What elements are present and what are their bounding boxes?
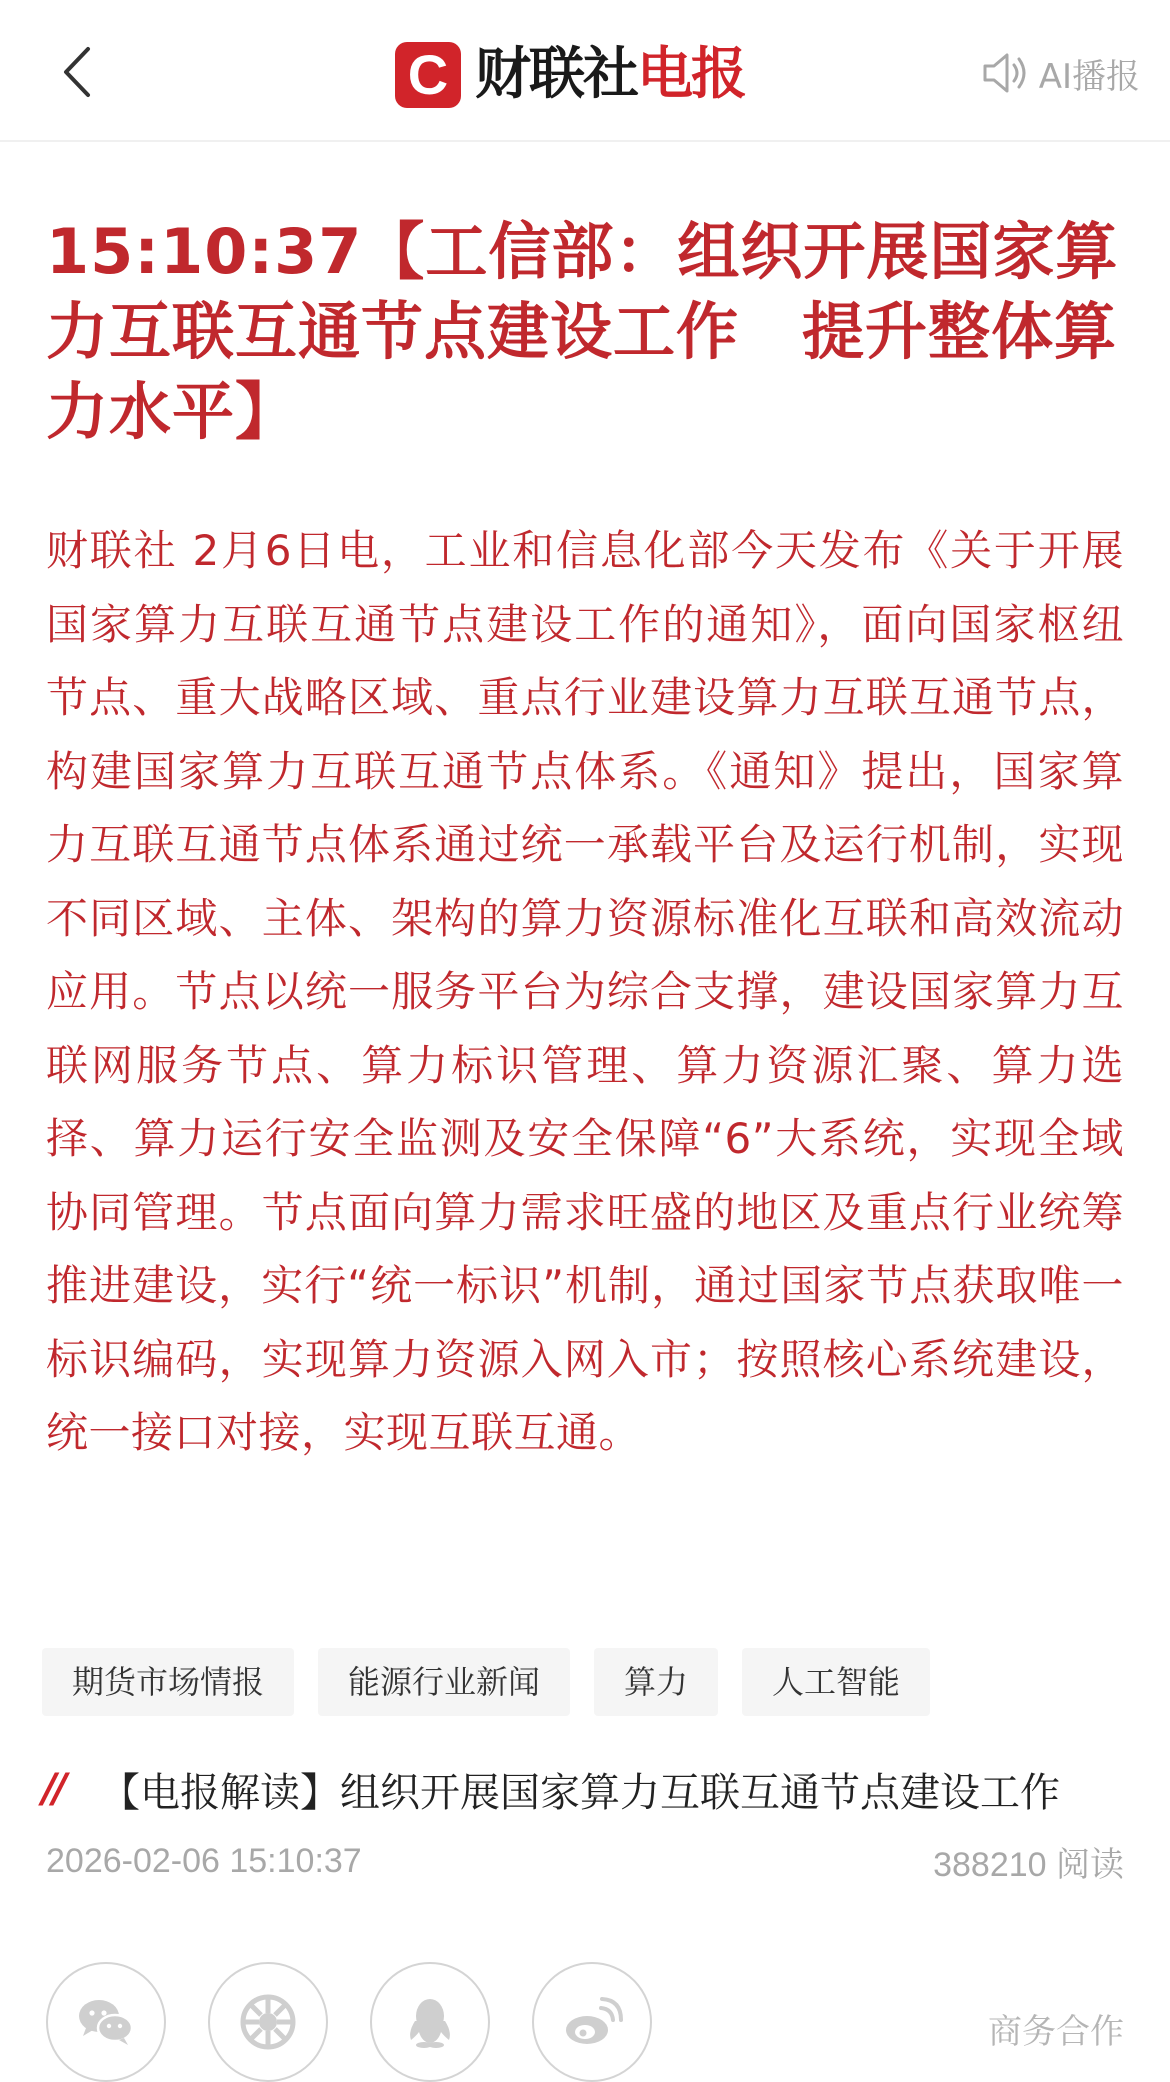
double-slash-icon: //: [42, 1766, 64, 1812]
related-interpretation-link[interactable]: [42, 1756, 1132, 1822]
share-bar: [46, 1962, 652, 2082]
weibo-icon: [560, 1990, 624, 2054]
share-wechat-button[interactable]: [46, 1962, 166, 2082]
tag-computing-power[interactable]: 算力: [594, 1648, 718, 1716]
moments-icon: [236, 1990, 300, 2054]
brand-name-part2: 电报: [637, 42, 745, 107]
ai-broadcast-label: AI播报: [1038, 56, 1140, 97]
brand-name-part1: 财联社: [475, 42, 637, 107]
publish-datetime: 2026-02-06 15:10:37: [46, 1841, 362, 1880]
tag-list: [42, 1648, 930, 1716]
article-body: 财联社 2月6日电，工业和信息化部今天发布《关于开展国家算力互联互通节点建设工作的通知》，面向国家枢纽节点、重大战略区域、重点行业建设算力互联互通节点，构建国家算力互联互通节点体系。《通知》提出，国家算力互联互通节点体系通过统一承载平台及运行机制，实现不同区域、主体、架构的算力资源标准化互联和高效流动应用。节点以统一服务平台为综合支撑，建设国家算力互联网服务节点、算力标识管理、算力资源汇聚、算力选择、算力运行安全监测及安全保障“6”大系统，实现全域协同管理。节点面向算力需求旺盛的地区及重点行业统筹推进建设，实行“统一标识”机制，通过国家节点获取唯一标识编码，实现算力资源入网入市；按照核心系统建设，统一接口对接，实现互联互通。: [46, 526, 1124, 1457]
wechat-icon: [74, 1990, 138, 2054]
ai-broadcast-button[interactable]: [981, 48, 1140, 98]
chevron-left-icon: [60, 45, 94, 99]
article-meta: [46, 1836, 1124, 1886]
brand-logo-mark: C: [395, 42, 461, 108]
business-cooperation-link[interactable]: 商务合作: [988, 2012, 1124, 2052]
tag-ai[interactable]: 人工智能: [742, 1648, 930, 1716]
share-weibo-button[interactable]: [532, 1962, 652, 2082]
share-moments-button[interactable]: [208, 1962, 328, 2082]
brand-logo: [395, 38, 745, 112]
qq-icon: [398, 1990, 462, 2054]
back-button[interactable]: [52, 42, 102, 102]
tag-energy-news[interactable]: 能源行业新闻: [318, 1648, 570, 1716]
read-count: 388210 阅读: [933, 1845, 1124, 1884]
top-bar: [0, 0, 1170, 142]
related-title: 【电报解读】组织开展国家算力互联互通节点建设工作: [100, 1769, 1060, 1816]
speaker-icon: [981, 50, 1029, 96]
share-qq-button[interactable]: [370, 1962, 490, 2082]
brand-name: [475, 42, 745, 107]
tag-futures-market[interactable]: 期货市场情报: [42, 1648, 294, 1716]
article-title: 15:10:37【工信部：组织开展国家算力互联互通节点建设工作 提升整体算力水平】: [46, 215, 1119, 448]
